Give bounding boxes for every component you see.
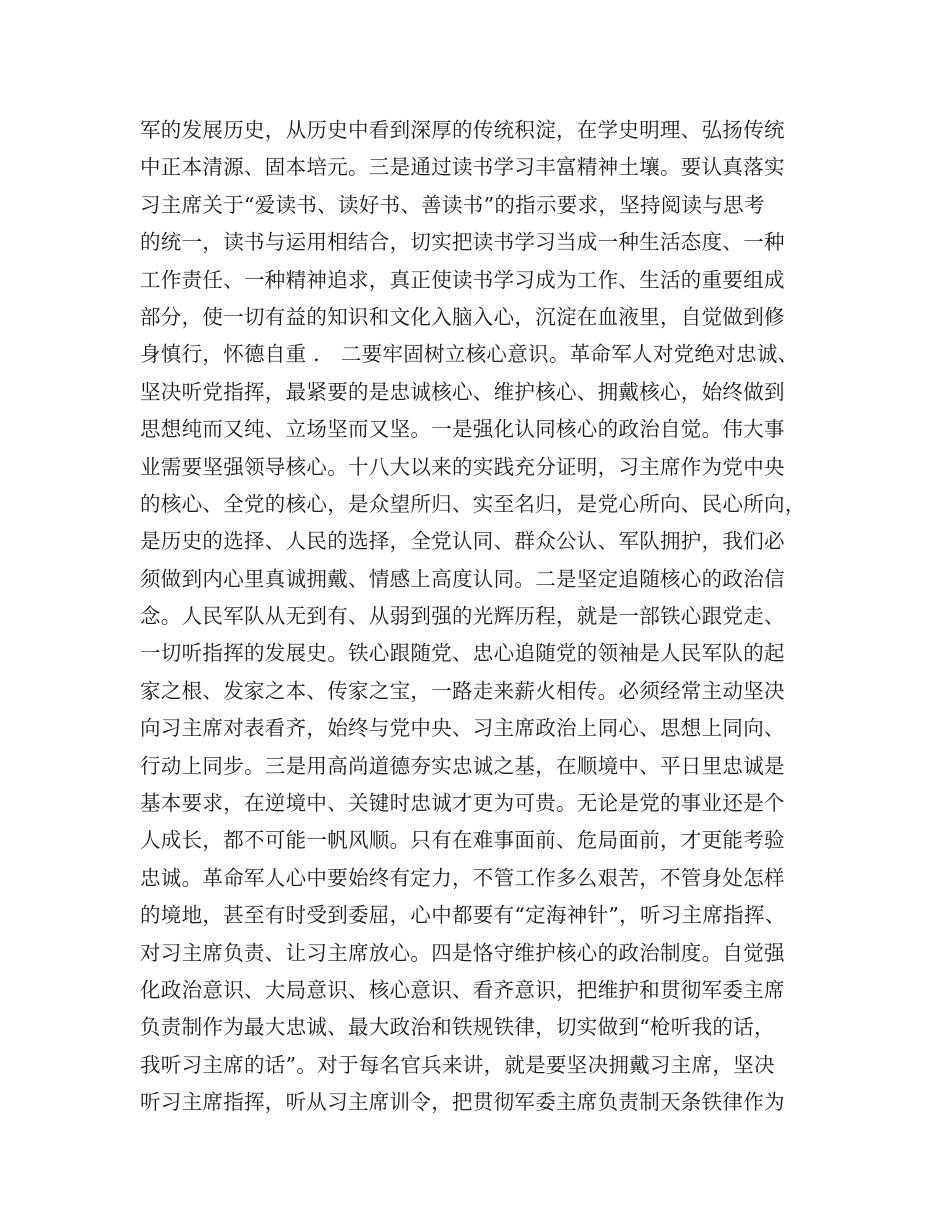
text-line: 部分，使一切有益的知识和文化入脑入心，沉淀在血液里，自觉做到修 xyxy=(140,304,785,329)
text-line: 基本要求，在逆境中、关键时忠诚才更为可贵。无论是党的事业还是个 xyxy=(140,791,785,816)
text-line: 的统一，读书与运用相结合，切实把读书学习当成一种生活态度、一种 xyxy=(140,230,785,255)
text-line: 的境地，甚至有时受到委屈，心中都要有“定海神针”，听习主席指挥、 xyxy=(140,903,786,928)
text-line: 人成长，都不可能一帆风顺。只有在难事面前、危局面前，才更能考验 xyxy=(140,828,785,853)
text-line: 习主席关于“爱读书、读好书、善读书”的指示要求，坚持阅读与思考 xyxy=(140,192,765,217)
text-line: 中正本清源、固本培元。三是通过读书学习丰富精神土壤。要认真落实 xyxy=(140,155,785,180)
text-line: 对习主席负责、让习主席放心。四是恪守维护核心的政治制度。自觉强 xyxy=(140,940,785,965)
text-line: 化政治意识、大局意识、核心意识、看齐意识，把维护和贯彻军委主席 xyxy=(140,977,785,1002)
text-line: 的核心、全党的核心，是众望所归、实至名归，是党心所向、民心所向， xyxy=(140,491,806,516)
text-line: 行动上同步。三是用高尚道德夯实忠诚之基，在顺境中、平日里忠诚是 xyxy=(140,753,785,778)
text-line: 坚决听党指挥，最紧要的是忠诚核心、维护核心、拥戴核心，始终做到 xyxy=(140,379,785,404)
text-line: 思想纯而又纯、立场坚而又坚。一是强化认同核心的政治自觉。伟大事 xyxy=(140,417,785,442)
text-line: 须做到内心里真诚拥戴、情感上高度认同。二是坚定追随核心的政治信 xyxy=(140,566,785,591)
text-line: 向习主席对表看齐，始终与党中央、习主席政治上同心、思想上同向、 xyxy=(140,716,785,741)
text-line: 身慎行，怀德自重 ． 二要牢固树立核心意识。革命军人对党绝对忠诚、 xyxy=(140,342,799,367)
text-line: 忠诚。革命军人心中要始终有定力，不管工作多么艰苦，不管身处怎样 xyxy=(140,865,785,890)
text-line: 工作责任、一种精神追求，真正使读书学习成为工作、生活的重要组成 xyxy=(140,267,785,292)
text-line: 听习主席指挥，听从习主席训令，把贯彻军委主席负责制天条铁律作为 xyxy=(140,1090,785,1115)
text-line: 是历史的选择、人民的选择，全党认同、群众公认、军队拥护，我们必 xyxy=(140,529,785,554)
text-line: 负责制作为最大忠诚、最大政治和铁规铁律，切实做到“枪听我的话， xyxy=(140,1015,775,1040)
document-body xyxy=(140,112,820,1122)
text-line: 家之根、发家之本、传家之宝，一路走来薪火相传。必须经常主动坚决 xyxy=(140,678,785,703)
text-line: 念。人民军队从无到有、从弱到强的光辉历程，就是一部铁心跟党走、 xyxy=(140,604,785,629)
text-line: 军的发展历史，从历史中看到深厚的传统积淀，在学史明理、弘扬传统 xyxy=(140,118,785,142)
text-line: 我听习主席的话”。对于每名官兵来讲，就是要坚决拥戴习主席，坚决 xyxy=(140,1052,775,1077)
text-line: 一切听指挥的发展史。铁心跟随党、忠心追随党的领袖是人民军队的起 xyxy=(140,641,785,666)
text-line: 业需要坚强领导核心。十八大以来的实践充分证明，习主席作为党中央 xyxy=(140,454,785,479)
